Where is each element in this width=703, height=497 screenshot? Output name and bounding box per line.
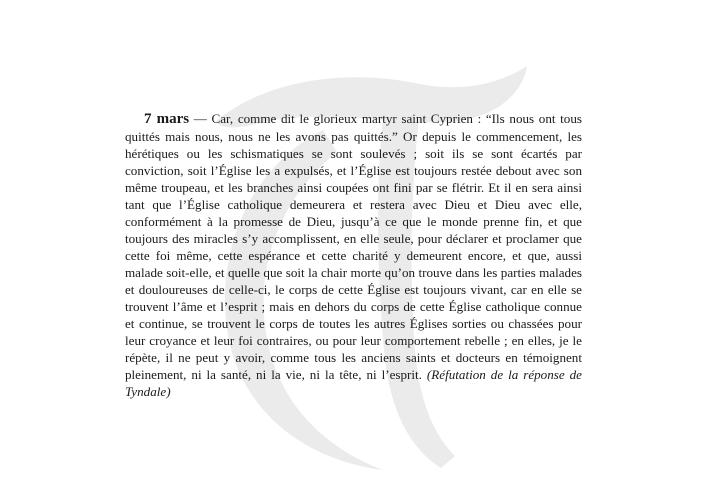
entry-body: Car, comme dit le glorieux martyr saint Cyprien : “Ils nous ont tous quittés mais nous, nous ne les avons pas quittés.” Or depuis le commencement, les hérétiques ou les schismatiques se sont soulevés ; soit ils se sont écartés par conviction, soit l’Église les a expulsés, et l’Église est toujours restée debout avec son même troupeau, et les branches ainsi coupées ont fini par se flétrir. Et il en sera ainsi tant que l’Église catholique demeurera et restera avec Dieu et Dieu avec elle, conformément à la promesse de Dieu, jusqu’à ce que le monde prenne fin, et que toujours des miracles s’y accomplissent, en elle seule, pour déclarer et proclamer que cette foi même, cette espérance et cette charité y demeurent encore, et que, aussi malade soit-elle, et quelle que soit la chair morte qu’on trouve dans les parties malades et douloureuses de celle-ci, le corps de cette Église est toujours vivant, car en elle se trouvent l’âme et l’esprit ; mais en dehors du corps de cette Église catholique connue et continue, se trouvent le corps de toutes les autres Églises sorties ou chassées pour leur croyance et leur foi contraires, ou pour leur comportement rebelle ; en elles, je le répète, il ne peut y avoir, comme tous les anciens saints et docteurs en témoignent pleinement, ni la santé, ni la vie, ni la tête, ni l’esprit. bbox=[125, 111, 583, 382]
entry-source: (Réfutation de la réponse de Tyndale) bbox=[125, 367, 582, 399]
entry-dash: — bbox=[189, 111, 212, 126]
entry-paragraph bbox=[125, 110, 582, 400]
entry-date: 7 mars bbox=[144, 111, 190, 127]
